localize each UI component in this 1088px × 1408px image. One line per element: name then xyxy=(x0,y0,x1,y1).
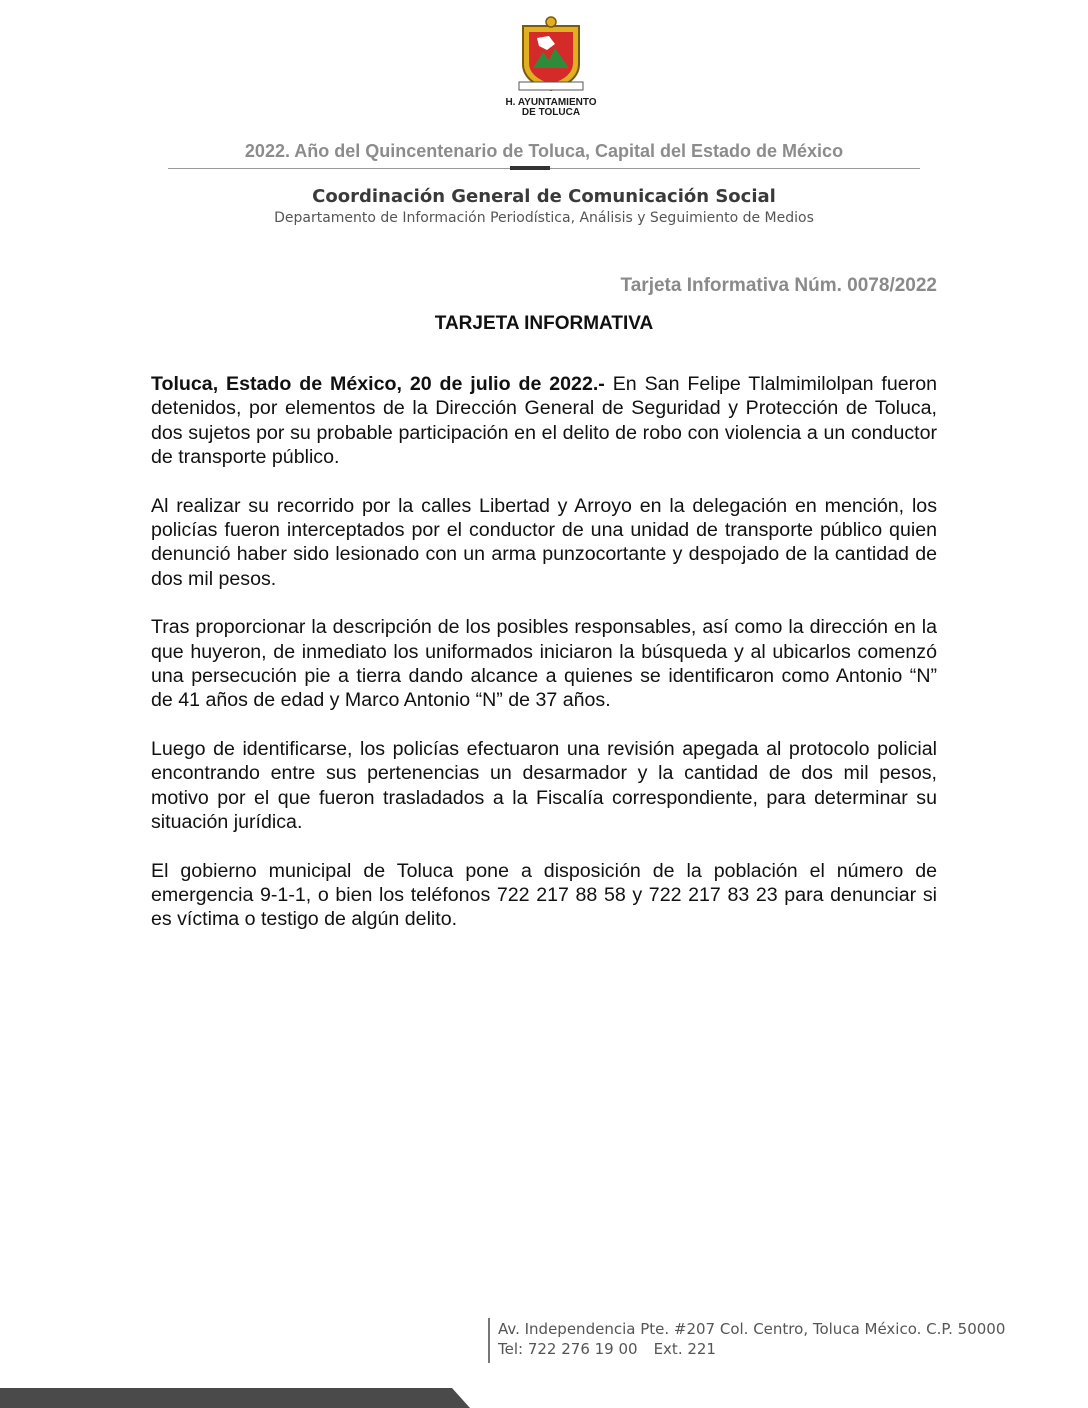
paragraph-3: Tras proporcionar la descripción de los posibles responsables, así como la dirección en la que huyeron, de inmediato los uniformados iniciaron la búsqueda y al ubicarlos comenzó una persecución pie a tierra dando alcance a quienes se identificaron como Antonio “N” de 41 años de edad y Marco Antonio “N” de 37 años. xyxy=(151,616,937,712)
paragraph-2: Al realizar su recorrido por la calles Libertad y Arroyo en la delegación en mención, los policías fueron interceptados por el conductor de una unidad de transporte público quien denunció haber sido lesionado con un arma punzocortante y despojado de la cantidad de dos mil pesos. xyxy=(151,494,937,590)
coat-of-arms-icon xyxy=(509,16,593,96)
logo-text-line1: H. AYUNTAMIENTO xyxy=(505,97,597,108)
document-title: TARJETA INFORMATIVA xyxy=(434,313,654,334)
department-subheading: Departamento de Información Periodística, Análisis y Seguimiento de Medios xyxy=(274,210,814,226)
header-divider-accent xyxy=(510,166,550,170)
logo-text-line2: DE TOLUCA xyxy=(521,107,581,118)
paragraph-4: Luego de identificarse, los policías efectuaron una revisión apegada al protocolo policial encontrando entre sus pertenencias un desarmador y la cantidad de dos mil pesos, motivo por el que fueron trasladados a la Fiscalía correspondiente, para determinar su situación jurídica. xyxy=(151,737,937,834)
footer-extension: Ext. 221 xyxy=(653,1340,716,1358)
document-body xyxy=(151,372,937,932)
footer-address: Av. Independencia Pte. #207 Col. Centro, Toluca México. C.P. 50000 xyxy=(498,1320,1006,1338)
header-motto: 2022. Año del Quincentenario de Toluca, Capital del Estado de México xyxy=(244,141,844,161)
footer-divider xyxy=(488,1318,490,1363)
paragraph-1 xyxy=(151,372,937,470)
toluca-coat-of-arms-logo xyxy=(497,16,605,120)
footer-contact xyxy=(498,1340,732,1358)
footer-phone: Tel: 722 276 19 00 xyxy=(498,1340,638,1358)
card-number: Tarjeta Informativa Núm. 0078/2022 xyxy=(620,275,937,296)
footer-band xyxy=(0,1388,470,1408)
dateline: Toluca, Estado de México, 20 de julio de 2022.- xyxy=(151,373,605,395)
paragraph-5: El gobierno municipal de Toluca pone a disposición de la población el número de emergencia 9-1-1, o bien los teléfonos 722 217 88 58 y 722 217 83 23 para denunciar si es víctima o testigo de algún delito. xyxy=(151,859,937,931)
paragraph-1-text: En San Felipe Tlalmimilolpan fueron detenidos, por elementos de la Dirección General de Seguridad y Protección de Toluca, dos sujetos por su probable participación en el delito de robo con violencia a un conductor de transporte público. xyxy=(151,373,937,469)
coordination-heading: Coordinación General de Comunicación Social xyxy=(312,186,776,207)
